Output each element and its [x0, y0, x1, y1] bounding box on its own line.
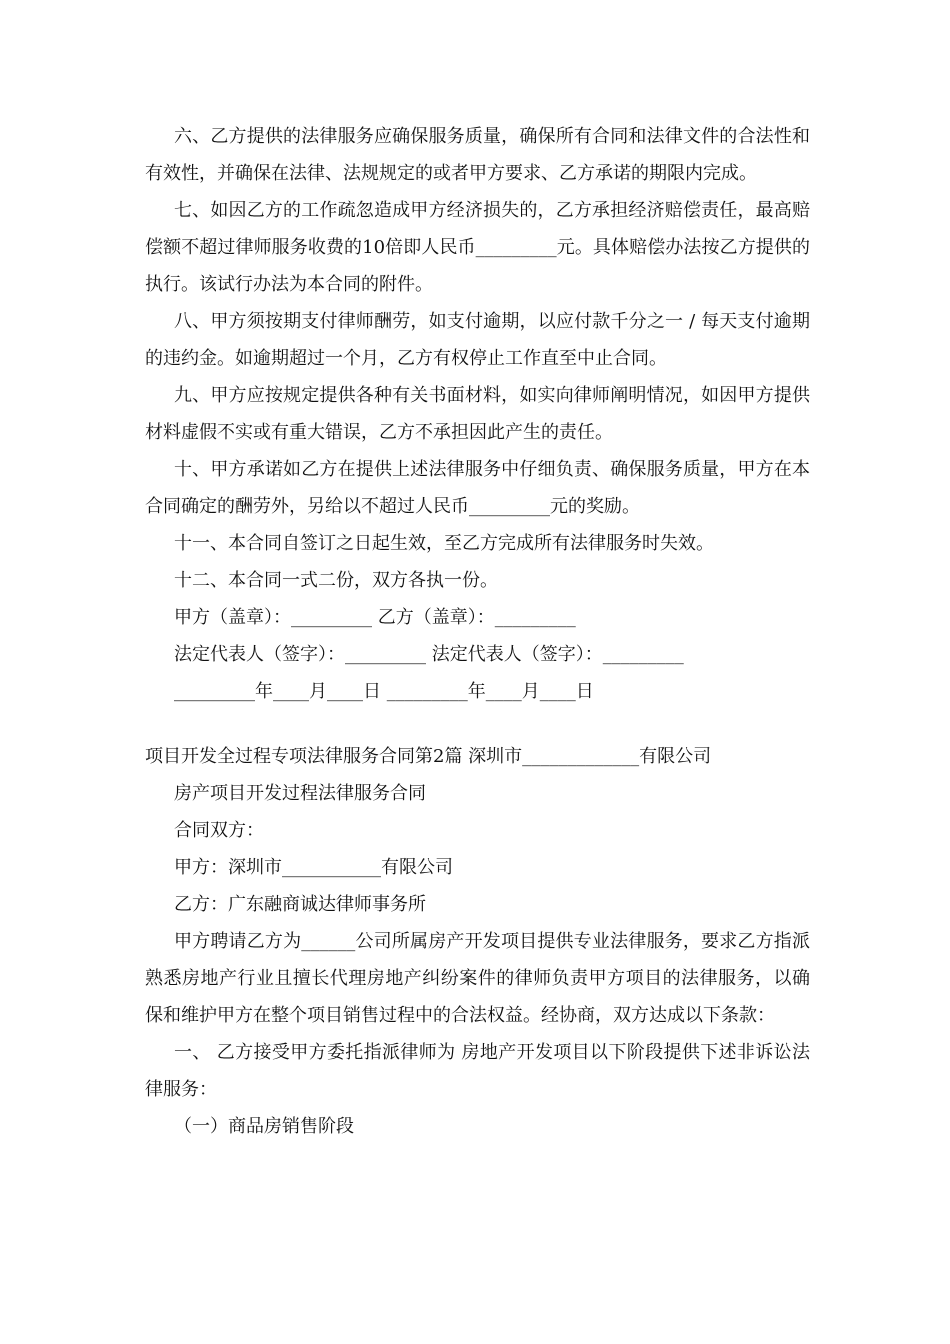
- seal-line: 甲方（盖章）：_________ 乙方（盖章）：_________: [174, 607, 576, 628]
- party-a: 甲方：深圳市___________有限公司: [174, 857, 453, 878]
- party-b: 乙方：广东融商诚达律师事务所: [174, 894, 426, 915]
- clause-10: 十、甲方承诺如乙方在提供上述法律服务中仔细负责、确保服务质量，甲方在本合同确定的酬劳外，另给以不超过人民币_________元的奖励。: [145, 459, 810, 517]
- second-contract-heading: 项目开发全过程专项法律服务合同第2篇 深圳市_____________有限公司: [145, 746, 712, 767]
- parties-label: 合同双方：: [174, 820, 264, 841]
- clause-6: 六、乙方提供的法律服务应确保服务质量，确保所有合同和法律文件的合法性和有效性，并确保在法律、法规规定的或者甲方要求、乙方承诺的期限内完成。: [145, 126, 810, 184]
- clause-1-section-1: （一）商品房销售阶段: [174, 1116, 354, 1137]
- clause-11: 十一、本合同自签订之日起生效，至乙方完成所有法律服务时失效。: [174, 533, 714, 554]
- representative-line: 法定代表人（签字）：_________ 法定代表人（签字）：_________: [174, 644, 684, 665]
- intro-paragraph: 甲方聘请乙方为______公司所属房产开发项目提供专业法律服务，要求乙方指派熟悉房地产行业且擅长代理房地产纠纷案件的律师负责甲方项目的法律服务，以确保和维护甲方在整个项目销售过程中的合法权益。经协商，双方达成以下条款：: [145, 931, 810, 1026]
- clause-9: 九、甲方应按规定提供各种有关书面材料，如实向律师阐明情况，如因甲方提供材料虚假不实或有重大错误，乙方不承担因此产生的责任。: [145, 385, 810, 443]
- date-line: _________年____月____日 _________年____月____日: [174, 681, 594, 702]
- clause-1: 一、 乙方接受甲方委托指派律师为 房地产开发项目以下阶段提供下述非诉讼法律服务：: [145, 1042, 810, 1100]
- document-body: [145, 118, 810, 1145]
- clause-7: 七、如因乙方的工作疏忽造成甲方经济损失的，乙方承担经济赔偿责任，最高赔偿额不超过律师服务收费的10倍即人民币_________元。具体赔偿办法按乙方提供的执行。该试行办法为本合同的附件。: [145, 200, 810, 295]
- second-contract-subtitle: 房产项目开发过程法律服务合同: [174, 783, 426, 804]
- clause-12: 十二、本合同一式二份，双方各执一份。: [174, 570, 498, 591]
- clause-8: 八、甲方须按期支付律师酬劳，如支付逾期，以应付款千分之一 / 每天支付逾期的违约金。如逾期超过一个月，乙方有权停止工作直至中止合同。: [145, 311, 810, 369]
- section-gap: [145, 710, 810, 738]
